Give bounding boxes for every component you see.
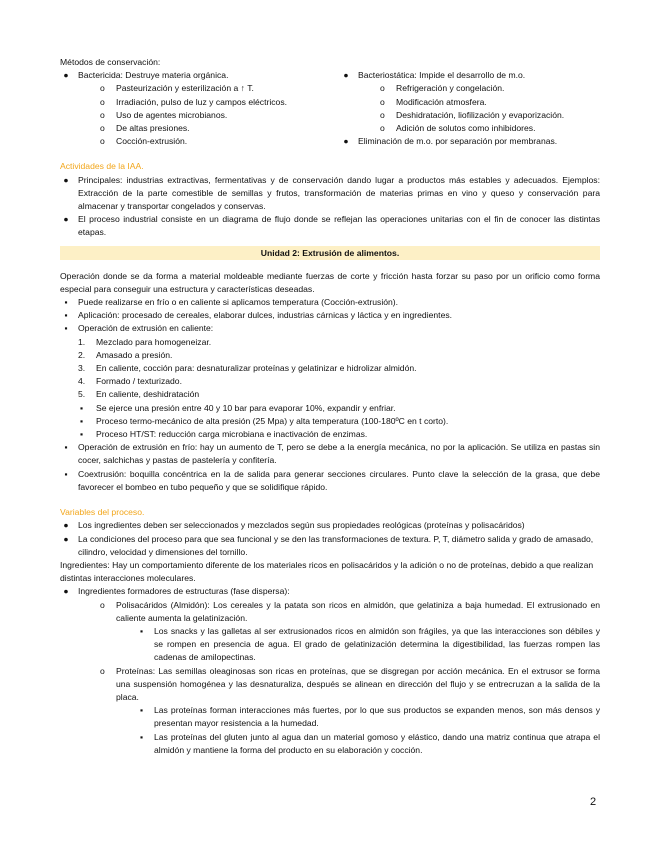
sub-item: o Polisacáridos (Almidón): Los cereales y la patata son ricos en almidón, que gelatiniza a baja humedad. El extrusionado en caliente aumenta la gelatinización. bbox=[100, 599, 600, 623]
bullet-item: ● El proceso industrial consiste en un diagrama de flujo donde se reflejan las operaciones unitarias con el fin de conocer las distintas etapas. bbox=[63, 214, 600, 238]
page-number: 2 bbox=[590, 796, 597, 808]
square-item: ▪ Proceso termo-mecánico de alta presión (25 Mpa) y alta temperatura (100-180ºC en t corto). bbox=[80, 415, 449, 426]
bullet-item: ▪ Operación de extrusión en caliente: bbox=[64, 323, 214, 334]
numbered-step: 3. En caliente, cocción para: desnaturalizar proteínas y gelatinizar e hidrolizar almidón. bbox=[78, 363, 417, 374]
activities-title: Actividades de la IAA. bbox=[60, 161, 144, 172]
sub-item: o Deshidratación, liofilización y evaporización. bbox=[380, 109, 565, 120]
sub-item: o Cocción-extrusión. bbox=[100, 136, 188, 147]
conservation-columns bbox=[60, 69, 600, 148]
bactericide-column bbox=[60, 69, 320, 148]
numbered-step: 5. En caliente, deshidratación bbox=[78, 389, 200, 400]
bullet-item: ▪ Puede realizarse en frío o en caliente si aplicamos temperatura (Cocción-extrusión). bbox=[64, 297, 399, 308]
sub-item: o Proteínas: Las semillas oleaginosas son ricas en proteínas, que se disgregan por acción mecánica. En el extrusor se forma una suspensión homogénea y las desnaturaliza, después se alinean en dirección del flujo y se entrecruzan a la salida de la placa. bbox=[100, 665, 600, 702]
unit-title-banner: Unidad 2: Extrusión de alimentos. bbox=[60, 246, 600, 260]
bullet-item: ▪ Operación de extrusión en frío: hay un aumento de T, pero se debe a la energía mecánica, no por la aplicación. Se utiliza en pastas sin cocer, salchichas y pastas de pastelería y confitería. bbox=[64, 442, 600, 466]
numbered-step: 4. Formado / texturizado. bbox=[78, 376, 182, 387]
numbered-step: 1. Mezclado para homogeneizar. bbox=[78, 336, 212, 347]
bullet-marker: ● bbox=[63, 70, 69, 81]
bacteriostatic-column bbox=[320, 69, 600, 148]
bullet-item: ● Ingredientes formadores de estructuras (fase dispersa): bbox=[63, 586, 290, 597]
variables-title: Variables del proceso. bbox=[60, 507, 145, 518]
sub-item: o Adición de solutos como inhibidores. bbox=[380, 123, 536, 134]
conservation-title: Métodos de conservación: bbox=[60, 57, 161, 67]
sub-item: o Pasteurización y esterilización a ↑ T. bbox=[100, 83, 254, 94]
bullet-item: ● Los ingredientes deben ser seleccionados y mezclados según sus propiedades reológicas (proteínas y polisacáridos) bbox=[63, 520, 525, 531]
extrusion-intro: Operación donde se da forma a material moldeable mediante fuerzas de corte y fricción hasta forzar su paso por un orificio como forma especial para conseguir una estructura y características deseadas. bbox=[60, 270, 600, 294]
bullet-item: ● Bacteriostática: Impide el desarrollo de m.o. bbox=[343, 70, 526, 81]
sub-item: o Irradiación, pulso de luz y campos eléctricos. bbox=[100, 96, 287, 107]
bullet-item: ● Eliminación de m.o. por separación por membranas. bbox=[343, 136, 558, 147]
ingredients-paragraph: Ingredientes: Hay un comportamiento diferente de los materiales ricos en polisacáridos y la adición o no de proteínas, debido a que realizan distintas interacciones moleculares. bbox=[60, 559, 594, 584]
sub-sub-item: ▪ Los snacks y las galletas al ser extrusionados ricos en almidón son frágiles, ya que las interacciones son débiles y se rompen en presencia de agua. El grado de gelatinización determina la digestibilidad, las fuerzas rompen las cadenas de amilopectinas. bbox=[140, 625, 600, 663]
sub-item: o De altas presiones. bbox=[100, 123, 190, 134]
bullet-item: ▪ Aplicación: procesado de cereales, elaborar dulces, industrias cárnicas y láctica y en ingredientes. bbox=[64, 310, 453, 321]
sub-sub-item: ▪ Las proteínas del gluten junto al agua dan un material gomoso y elástico, dando una matriz continua que atrapa el almidón y mantiene la forma del producto en su elaboración y cocción. bbox=[140, 731, 600, 755]
arrow-up-icon: ↑ bbox=[240, 83, 245, 94]
sub-item: o Refrigeración y congelación. bbox=[380, 83, 505, 94]
numbered-step: 2. Amasado a presión. bbox=[78, 349, 173, 360]
sub-sub-item: ▪ Las proteínas forman interacciones más fuertes, por lo que sus productos se expanden menos, son más densos y presentan mayor resistencia a la humedad. bbox=[140, 705, 600, 729]
bullet-item: ▪ Coextrusión: boquilla concéntrica en la de salida para generar secciones circulares. Punto clave la selección de la grasa, que debe favorecer el bombeo en tubo pequeño y que se solidifique rápido. bbox=[64, 468, 600, 492]
sub-item: o Uso de agentes microbianos. bbox=[100, 109, 228, 120]
sub-item: o Modificación atmosfera. bbox=[380, 96, 487, 107]
document-page bbox=[60, 56, 600, 757]
bullet-item: ● Bactericida: Destruye materia orgánica. bbox=[60, 69, 320, 82]
bullet-item: ● Principales: industrias extractivas, fermentativas y de conservación dando lugar a productos más estables y adecuados. Ejemplos: Extracción de la parte comestible de semillas y frutos, transformación de materias primas en vino y queso y conservación para almacenar y transportar congelados y conservas. bbox=[63, 174, 600, 212]
square-item: ▪ Se ejerce una presión entre 40 y 10 bar para evaporar 10%, expandir y enfriar. bbox=[80, 402, 396, 413]
square-item: ▪ Proceso HT/ST: reducción carga microbiana e inactivación de enzimas. bbox=[80, 429, 368, 440]
bullet-item: ● La condiciones del proceso para que sea funcional y se den las transformaciones de textura. P, T, diámetro salida y grado de amasado, cilindro, velocidad y dimensiones del tornillo. bbox=[63, 533, 594, 557]
